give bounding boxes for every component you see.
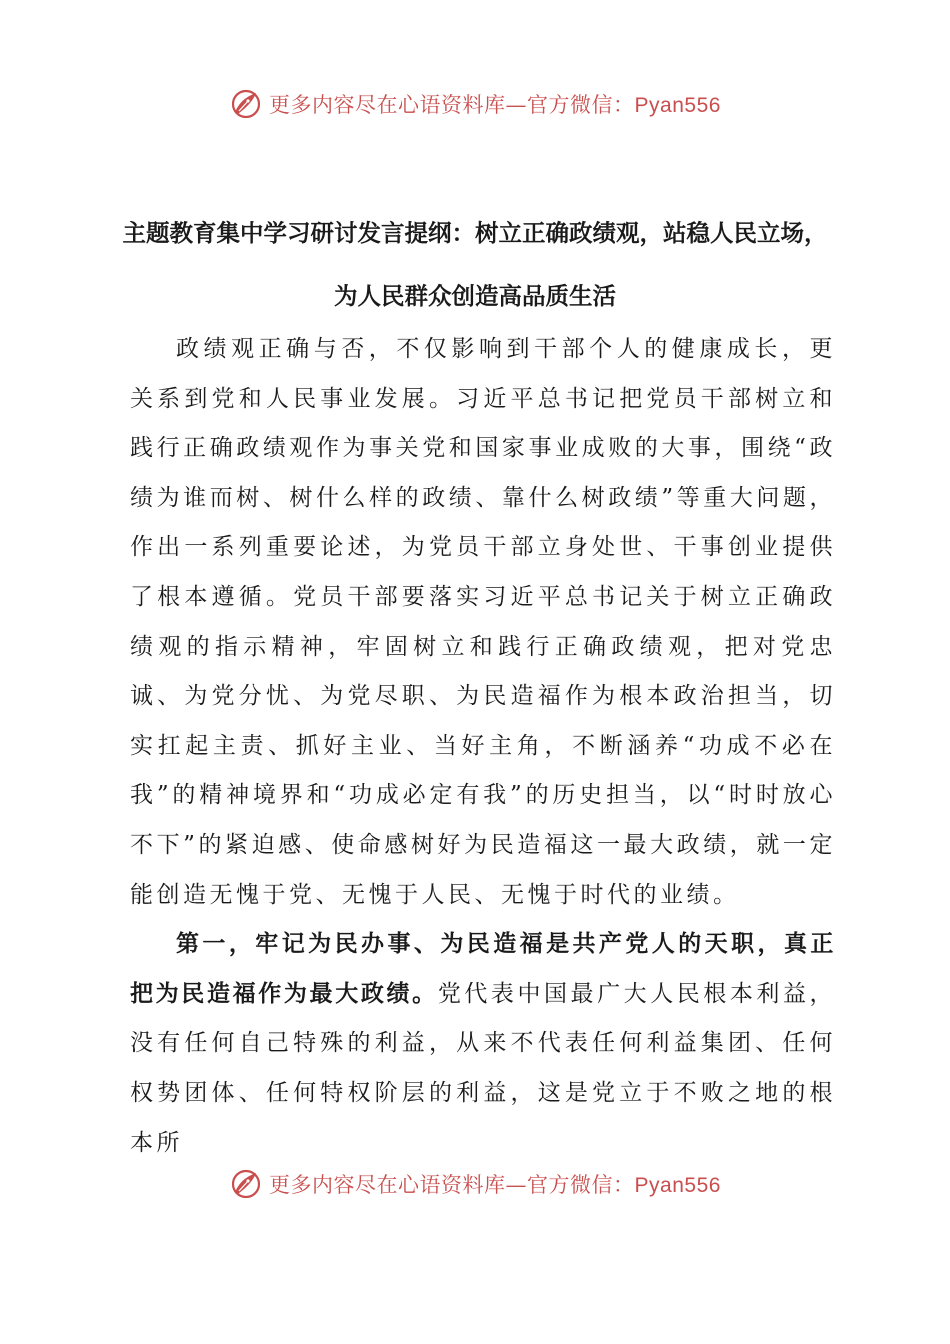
paragraph-text: 党代表中国最广大人民根本利益，没有任何自己特殊的利益，从来不代表任何利益集团、任何权势团体、任何特权阶层的利益，这是党立于不败之地的根本所 bbox=[130, 980, 837, 1156]
banner-wechat-label: 官方微信： bbox=[527, 1173, 635, 1197]
pen-nib-logo-icon bbox=[229, 87, 263, 121]
footer-banner bbox=[0, 1164, 950, 1204]
banner-text bbox=[269, 89, 721, 119]
paragraph-first-point bbox=[130, 920, 836, 1168]
pen-nib-logo-icon bbox=[229, 1167, 263, 1201]
document-title: 主题教育集中学习研讨发言提纲：树立正确政绩观，站稳人民立场，为人民群众创造高品质生活 bbox=[122, 219, 828, 310]
banner-wechat-id: Pyan556 bbox=[634, 1174, 721, 1197]
paragraph-intro bbox=[130, 325, 836, 920]
paragraph-text: 政绩观正确与否，不仅影响到干部个人的健康成长，更关系到党和人民事业发展。习近平总书记把党员干部树立和践行正确政绩观作为事关党和国家事业成败的大事，围绕“政绩为谁而树、树什么样的政绩、靠什么树政绩”等重大问题，作出一系列重要论述，为党员干部立身处世、干事创业提供了根本遵循。党员干部要落实习近平总书记关于树立正确政绩观的指示精神，牢固树立和践行正确政绩观，把对党忠诚、为党分忧、为党尽职、为民造福作为根本政治担当，切实扛起主责、抓好主业、当好主角，不断涵养“功成不必在我”的精神境界和“功成必定有我”的历史担当，以“时时放心不下”的紧迫感、使命感树好为民造福这一最大政绩，就一定能创造无愧于党、无愧于人民、无愧于时代的业绩。 bbox=[130, 336, 836, 908]
banner-separator: — bbox=[505, 1173, 528, 1197]
banner-label: 更多内容尽在心语资料库 bbox=[269, 93, 506, 117]
banner-text bbox=[269, 1169, 721, 1199]
banner-separator: — bbox=[505, 93, 528, 117]
banner-label: 更多内容尽在心语资料库 bbox=[269, 1173, 506, 1197]
paragraph-lead: 第一，牢记为民办事、为民造福是共产党人的天职，真正把为民造福作为最大政绩。 bbox=[130, 931, 836, 1007]
banner-wechat-label: 官方微信： bbox=[527, 93, 635, 117]
header-banner bbox=[0, 84, 950, 124]
banner-wechat-id: Pyan556 bbox=[634, 94, 721, 117]
document-body bbox=[130, 325, 836, 1168]
